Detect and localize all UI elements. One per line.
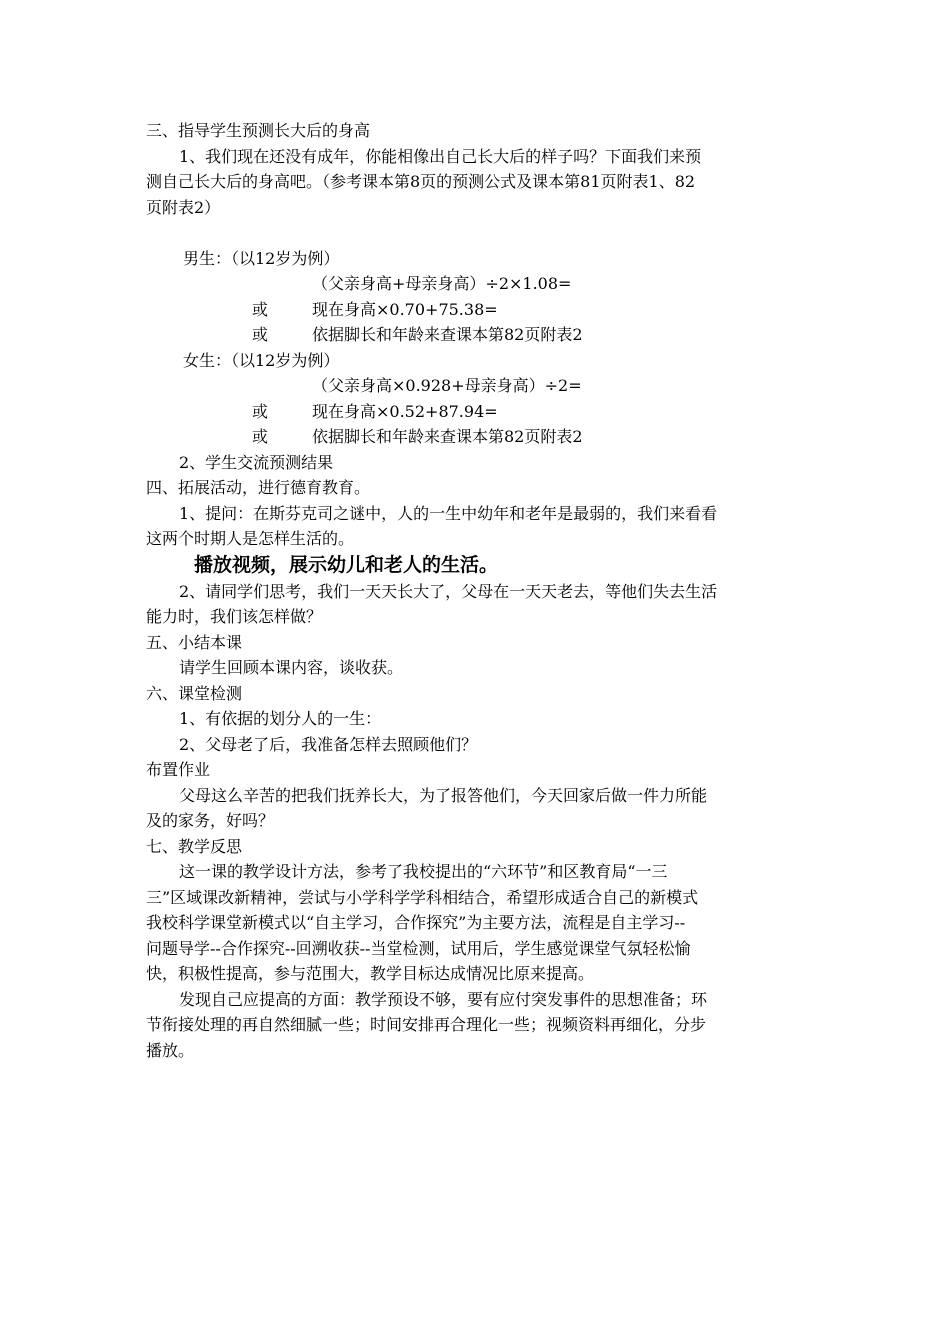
- section3-item1-line1: 1、我们现在还没有成年，你能相像出自己长大后的样子吗？下面我们来预: [179, 146, 702, 166]
- section4-item1-line2: 这两个时期人是怎样生活的。: [146, 529, 355, 548]
- section5-body: 请学生回顾本课内容，谈收获。: [179, 658, 404, 677]
- section7-heading: 七、教学反思: [146, 836, 243, 856]
- girls-formula-2: 现在身高×0.52+87.94=: [312, 401, 498, 421]
- or-label: 或: [252, 401, 269, 421]
- or-label: 或: [252, 325, 269, 344]
- girls-formula-1: （父亲身高×0.928+母亲身高）÷2=: [312, 376, 582, 395]
- section7-p2-line2: 节衔接处理的再自然细腻一些；时间安排再合理化一些；视频资料再细化，分步: [146, 1015, 707, 1034]
- girls-formula-3: 依据脚长和年龄来查课本第82页附表2: [312, 427, 583, 446]
- boys-formula-3-row: [146, 322, 818, 348]
- section7-p1-line2: 三”区域课改新精神，尝试与小学科学学科相结合，希望形成适合自己的新模式: [146, 887, 699, 907]
- boys-label: 男生：（以12岁为例）: [183, 248, 340, 268]
- document-page: [146, 118, 818, 1063]
- section4-item1-line1: 1、提问：在斯芬克司之谜中，人的一生中幼年和老年是最弱的，我们来看看: [179, 503, 718, 523]
- section6-item2: 2、父母老了后，我准备怎样去照顾他们？: [179, 734, 478, 754]
- section3-item1-line3: 页附表2）: [146, 197, 221, 217]
- section7-p2-line3: 播放。: [146, 1040, 195, 1060]
- video-note-bold: 播放视频，展示幼儿和老人的生活。: [194, 553, 499, 576]
- girls-formula-3-row: [146, 424, 818, 450]
- boys-formula-3: 依据脚长和年龄来查课本第82页附表2: [312, 325, 583, 344]
- homework-line1: 父母这么辛苦的把我们抚养长大，为了报答他们，今天回家后做一件力所能: [179, 785, 708, 805]
- section4-heading: 四、拓展活动，进行德育教育。: [146, 478, 371, 497]
- section7-p1-line1: 这一课的教学设计方法，参考了我校提出的“六环节”和区教育局“一三: [179, 862, 668, 881]
- section3-item1-line2: 测自己长大后的身高吧。（参考课本第8页的预测公式及课本第81页附表1、82: [146, 172, 696, 191]
- section3-item2: 2、学生交流预测结果: [179, 452, 334, 472]
- section5-heading: 五、小结本课: [146, 632, 243, 652]
- section7-p1-line5: 快，积极性提高，参与范围大，教学目标达成情况比原来提高。: [146, 964, 595, 983]
- section6-item1: 1、有依据的划分人的一生：: [179, 709, 382, 728]
- homework-heading: 布置作业: [146, 760, 211, 779]
- boys-formula-2-row: [146, 297, 818, 323]
- section7-p1-line3: 我校科学课堂新模式以“自主学习，合作探究”为主要方法，流程是自主学习--: [146, 913, 686, 932]
- homework-line2: 及的家务，好吗？: [146, 811, 275, 830]
- girls-formula-2-row: [146, 399, 818, 425]
- or-label: 或: [252, 427, 269, 446]
- section4-item2-line2: 能力时，我们该怎样做？: [146, 607, 323, 626]
- or-label: 或: [252, 299, 269, 319]
- section7-p1-line4: 问题导学--合作探究--回溯收获--当堂检测，试用后，学生感觉课堂气氛轻松愉: [146, 938, 691, 958]
- blank-line: [146, 220, 818, 246]
- section7-p2-line1: 发现自己应提高的方面：教学预设不够，要有应付突发事件的思想准备；环: [179, 989, 708, 1009]
- section4-item2-line1: 2、请同学们思考，我们一天天长大了，父母在一天天老去，等他们失去生活: [179, 581, 718, 601]
- section6-heading: 六、课堂检测: [146, 683, 243, 703]
- boys-formula-2: 现在身高×0.70+75.38=: [312, 299, 498, 319]
- girls-label: 女生：（以12岁为例）: [183, 350, 340, 370]
- section3-heading: 三、指导学生预测长大后的身高: [146, 121, 371, 140]
- boys-formula-1: （父亲身高+母亲身高）÷2×1.08=: [312, 274, 572, 293]
